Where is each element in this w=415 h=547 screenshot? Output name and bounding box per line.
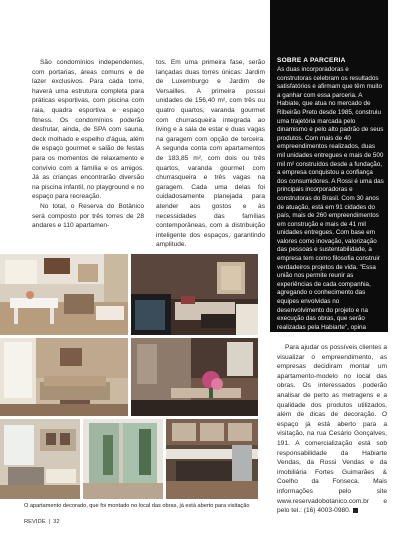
article-paragraph: No total, o Reserva do Botânico será composto por três torres de 28 andares e 110 apartamen- [32, 202, 144, 230]
photo-sofa-room [0, 338, 128, 416]
photo-kitchen [166, 419, 258, 499]
article-paragraph: Para ajudar os possíveis clientes a visualizar o empreendimento, as empresas decidiram montar um apartamento-modelo no local das obras. Os interessados poderão analisar de perto as metragens e a qualidade dos produtos utilizados, além de dicas de decoração. O espaço já está aberto para a visitação, na rua Cesário Gonçalves, 191. A comercialização está sob responsabilidade da Habiarte Vendas, da Rossi Vendas e da imobiliária Fortes Guimarães & Coelho da Fonseca. Mais informações pelo site www.reservadobotanico.com.br e pelo tel.: (16) 4003-0980. [277, 344, 387, 515]
sidebar-title: SOBRE A PARCERIA [277, 57, 346, 64]
photo-living-room [131, 254, 258, 335]
sidebar-text: As duas incorporadoras e construtoras celebram os resultados satisfatórios e afirmam que têm muito a ganhar com essa parceria. A Habiate, que atua no mercado de Ribeirão Preto desde 1985, construiu uma trajetória marcada pelo dinamismo e pelo alto padrão de seus produtos. Com mais de 40 empreendimentos realizados, duas mil unidades entregues e mais de 500 mil m² construídos desde a fundação, a empresa conquistou a confiança dos consumidores. A Rossi é uma das principais incorporadoras e construtoras do Brasil. Com 30 anos de atuação, está em 91 cidades do país, mais de 260 empreendimentos em construção e mais de 41 mil unidades entregues. Com base em valores como inovação, valorização das pessoas e sustentabilidade, a empresa tem como filosofia construir verdadeiros projetos de vida. "Essa união nos permite reunir as experiências de cada companhia, agregando o conhecimento das equipes envolvidas no desenvolvimento do projeto e na execução das obras, que serão realizadas pela Habiarte", opina Tadeu. [277, 66, 384, 340]
photo-living-dining [0, 254, 128, 335]
article-column-3 [277, 343, 387, 516]
end-of-article-mark [353, 508, 358, 513]
article-column-2 [156, 58, 265, 250]
article-paragraph: tos. Em uma primeira fase, serão lançadas duas torres únicas: Jardim de Luxemburgo e Jardim de Versailles. A primeira possui unidades de 156,40 m², com três ou quatro quartos, varanda gourmet com churrasqueira integrada ao living e a sala de estar e duas vagas na garagem com opção de terceira. A segunda conta com apartamentos de 183,85 m², com dois ou três quartos, varanda gourmet com churrasqueira e três vagas na garagem. Cada uma delas foi cuidadosamente planejada para atender aos gostos e às necessidades das famílias contemporâneas, com a distribuição inteligente dos espaços, garantindo amplitude. [156, 59, 265, 249]
page-number: 32 [53, 519, 60, 525]
page-footer [24, 519, 60, 525]
footer-separator: | [48, 519, 51, 525]
article-column-1 [32, 58, 144, 231]
photo-balcony [83, 419, 163, 499]
article-paragraph: São condomínios independentes, com portarias, áreas comuns e de lazer exclusivos. Para cada torre, haverá uma estrutura completa para práticas esportivas, com piscina com raia, quadra esportiva e espaço fitness. Os condomínios poderão desfrutar, ainda, de SPA com sauna, deck molhado e espelho d'água, além de espaço gourmet e salão de festas para os momentos de relaxamento e convívio com a família e os amigos. Já as crianças encontrarão diversão na piscina infantil, no playground e no espaço para recreação. [32, 59, 144, 201]
photo-dining-flowers [131, 338, 258, 416]
magazine-name: REVIDE [24, 519, 46, 525]
photo-caption: O apartamento decorado, que foi montado no local das obras, já está aberto para visitação [24, 503, 250, 509]
photo-bedroom [0, 419, 80, 499]
sidebar-box [270, 0, 388, 340]
